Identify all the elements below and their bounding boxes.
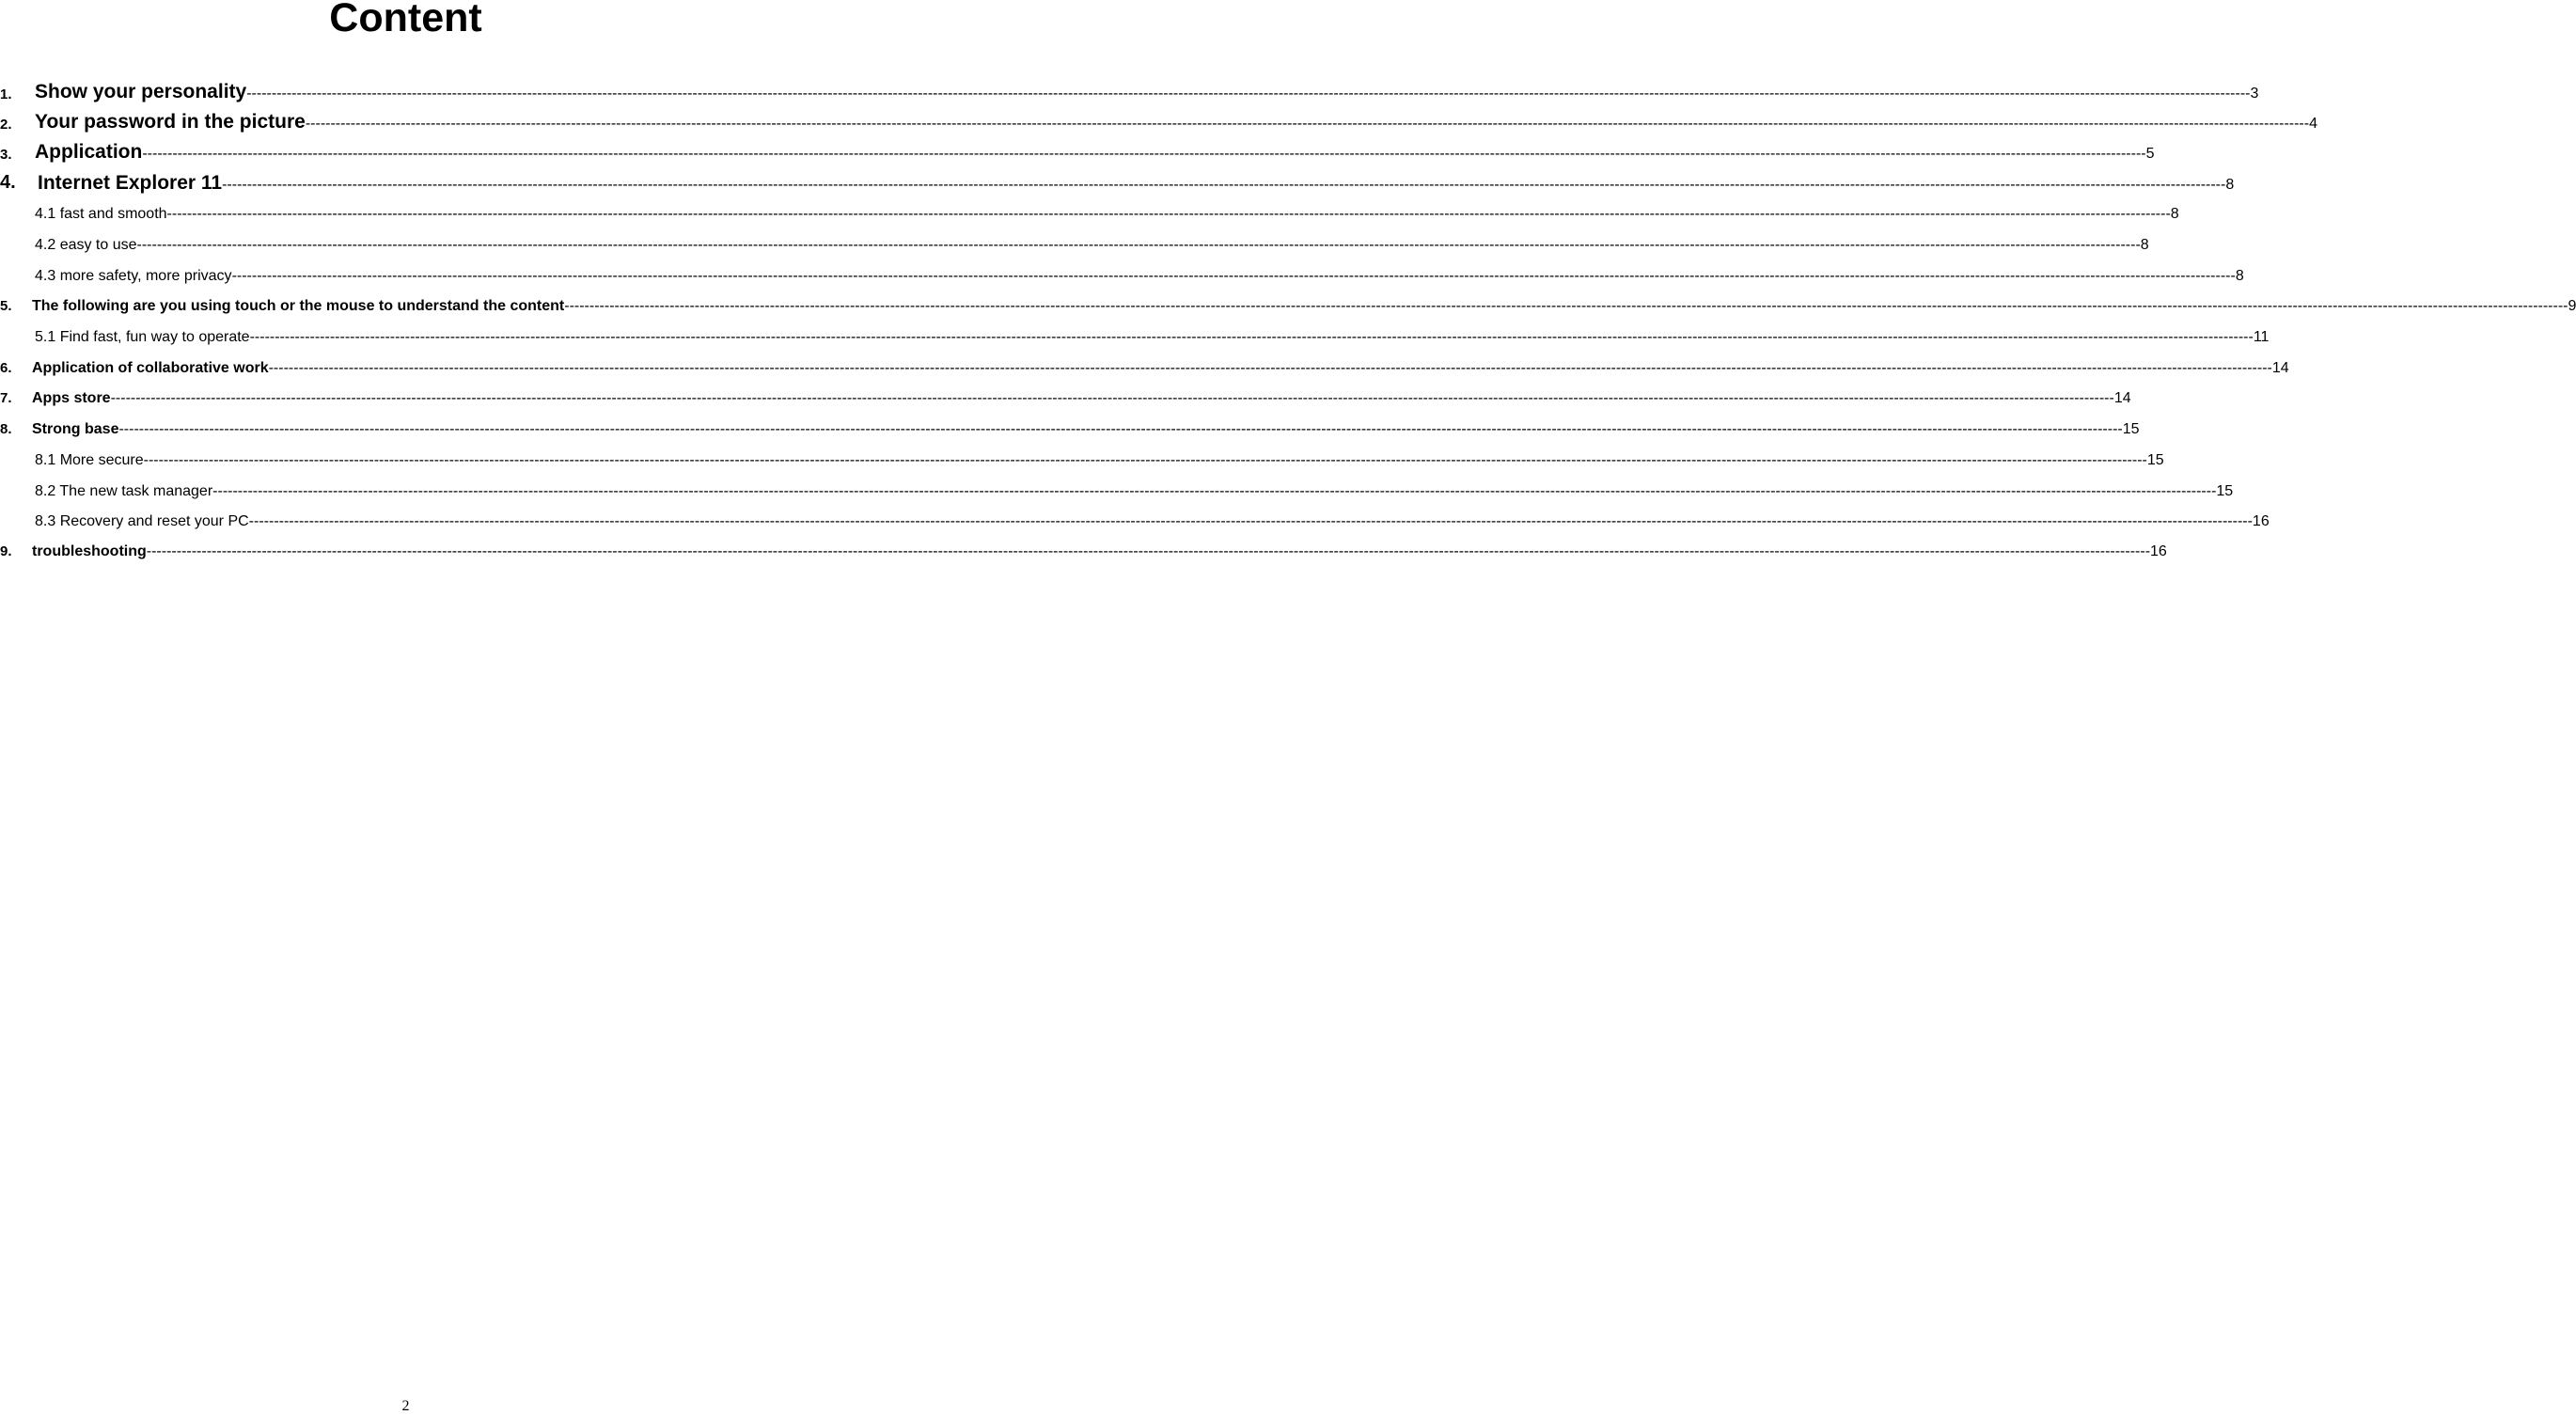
toc-entry-label: Show your personality [35, 81, 247, 102]
toc-entry-label: 4.2 easy to use [35, 237, 137, 253]
toc-entry-page: 14 [2271, 360, 2289, 376]
toc-entry-number: 6. [0, 360, 12, 376]
toc-leader-dashes: ---------------------------------------------------------------------------------------------------------------------------------------------------------------------------------------------------------------------------------------------------------------------------------------------------------------------------------------------------------------------------------------------------------------- [110, 390, 2114, 406]
toc-entry[interactable] [0, 541, 2167, 565]
toc-leader-dashes: ---------------------------------------------------------------------------------------------------------------------------------------------------------------------------------------------------------------------------------------------------------------------------------------------------------------------------------------------------------------------------------------------------------------- [305, 116, 2310, 132]
toc-entry[interactable] [0, 511, 2270, 535]
toc-entry-number: 7. [0, 390, 12, 406]
toc-entry[interactable] [0, 418, 2140, 443]
toc-entry-label: troubleshooting [32, 543, 147, 559]
toc-entry-page: 4 [2309, 116, 2317, 132]
toc-leader-dashes: ---------------------------------------------------------------------------------------------------------------------------------------------------------------------------------------------------------------------------------------------------------------------------------------------------------------------------------------------------------------------------------------------------------------- [146, 543, 2151, 559]
toc-entry[interactable] [0, 387, 2131, 412]
toc-leader-dashes: ---------------------------------------------------------------------------------------------------------------------------------------------------------------------------------------------------------------------------------------------------------------------------------------------------------------------------------------------------------------------------------------------------------------- [136, 237, 2141, 253]
page-number: 2 [401, 1398, 410, 1414]
toc-leader-dashes: ---------------------------------------------------------------------------------------------------------------------------------------------------------------------------------------------------------------------------------------------------------------------------------------------------------------------------------------------------------------------------------------------------------------- [143, 452, 2147, 468]
toc-entry-label: 5.1 Find fast, fun way to operate [35, 329, 250, 345]
toc-entry-number: 1. [0, 86, 12, 102]
toc-leader-dashes: ---------------------------------------------------------------------------------------------------------------------------------------------------------------------------------------------------------------------------------------------------------------------------------------------------------------------------------------------------------------------------------------------------------------- [564, 298, 2568, 314]
toc-entry-label: Apps store [32, 390, 111, 406]
toc-leader-dashes: ---------------------------------------------------------------------------------------------------------------------------------------------------------------------------------------------------------------------------------------------------------------------------------------------------------------------------------------------------------------------------------------------------------------- [166, 206, 2171, 222]
toc-leader-dashes: ---------------------------------------------------------------------------------------------------------------------------------------------------------------------------------------------------------------------------------------------------------------------------------------------------------------------------------------------------------------------------------------------------------------- [246, 86, 2251, 102]
toc-entry-label: 8.2 The new task manager [35, 483, 213, 499]
toc-entry[interactable] [0, 480, 2234, 505]
toc-entry[interactable] [0, 326, 2270, 351]
toc-entry[interactable] [0, 449, 2164, 474]
toc-entry-label: 8.1 More secure [35, 452, 144, 468]
toc-leader-dashes: ---------------------------------------------------------------------------------------------------------------------------------------------------------------------------------------------------------------------------------------------------------------------------------------------------------------------------------------------------------------------------------------------------------------- [142, 146, 2146, 162]
toc-entry-page: 15 [2122, 421, 2140, 437]
toc-entry-page: 15 [2146, 452, 2164, 468]
toc-entry-label: Internet Explorer 11 [38, 172, 223, 194]
toc-leader-dashes: ---------------------------------------------------------------------------------------------------------------------------------------------------------------------------------------------------------------------------------------------------------------------------------------------------------------------------------------------------------------------------------------------------------------- [268, 360, 2272, 376]
toc-entry-number: 9. [0, 543, 12, 559]
toc-entry-page: 16 [2252, 513, 2270, 529]
toc-entry-page: 9 [2568, 298, 2576, 314]
toc-entry[interactable] [0, 265, 2244, 290]
toc-leader-dashes: ---------------------------------------------------------------------------------------------------------------------------------------------------------------------------------------------------------------------------------------------------------------------------------------------------------------------------------------------------------------------------------------------------------------- [249, 329, 2254, 345]
toc-leader-dashes: ---------------------------------------------------------------------------------------------------------------------------------------------------------------------------------------------------------------------------------------------------------------------------------------------------------------------------------------------------------------------------------------------------------------- [118, 421, 2123, 437]
toc-entry-page: 11 [2253, 329, 2270, 345]
toc-entry-label: Your password in the picture [35, 111, 306, 133]
toc-entry-page: 15 [2216, 483, 2234, 499]
toc-entry-number: 3. [0, 147, 12, 163]
toc-entry[interactable] [0, 139, 2155, 168]
toc-leader-dashes: ---------------------------------------------------------------------------------------------------------------------------------------------------------------------------------------------------------------------------------------------------------------------------------------------------------------------------------------------------------------------------------------------------------------- [231, 268, 2236, 284]
toc-entry-number: 8. [0, 421, 12, 437]
toc-entry-page: 8 [2235, 268, 2244, 284]
toc-entry-label: Strong base [32, 421, 119, 437]
toc-entry-page: 5 [2145, 146, 2155, 162]
page-title: Content [329, 0, 482, 40]
toc-entry-page: 8 [2170, 206, 2179, 222]
toc-entry-page: 16 [2150, 543, 2167, 559]
toc-entry[interactable] [0, 79, 2259, 108]
toc-entry-page: 14 [2113, 390, 2131, 406]
toc-entry[interactable] [0, 203, 2179, 228]
toc-entry[interactable] [0, 109, 2317, 138]
toc-leader-dashes: ---------------------------------------------------------------------------------------------------------------------------------------------------------------------------------------------------------------------------------------------------------------------------------------------------------------------------------------------------------------------------------------------------------------- [222, 177, 2226, 193]
toc-entry-page: 3 [2250, 86, 2259, 102]
toc-entry-label: Application of collaborative work [32, 360, 269, 376]
toc-leader-dashes: ---------------------------------------------------------------------------------------------------------------------------------------------------------------------------------------------------------------------------------------------------------------------------------------------------------------------------------------------------------------------------------------------------------------- [248, 513, 2253, 529]
toc-entry-number: 4. [0, 172, 16, 193]
toc-entry[interactable] [0, 170, 2235, 199]
toc-entry-page: 8 [2140, 237, 2149, 253]
toc-entry[interactable] [0, 357, 2289, 382]
toc-entry-number: 5. [0, 298, 12, 314]
toc-entry-label: 4.3 more safety, more privacy [35, 268, 232, 284]
toc-entry[interactable] [0, 295, 2576, 320]
toc-entry-label: Application [35, 141, 143, 163]
toc-entry-page: 8 [2225, 177, 2235, 193]
toc-leader-dashes: ---------------------------------------------------------------------------------------------------------------------------------------------------------------------------------------------------------------------------------------------------------------------------------------------------------------------------------------------------------------------------------------------------------------- [212, 483, 2217, 499]
toc-entry-label: 8.3 Recovery and reset your PC [35, 513, 249, 529]
toc-entry-label: 4.1 fast and smooth [35, 206, 167, 222]
toc-entry-number: 2. [0, 117, 12, 133]
toc-entry-label: The following are you using touch or the mouse to understand the content [32, 298, 565, 314]
toc-entry[interactable] [0, 234, 2149, 259]
